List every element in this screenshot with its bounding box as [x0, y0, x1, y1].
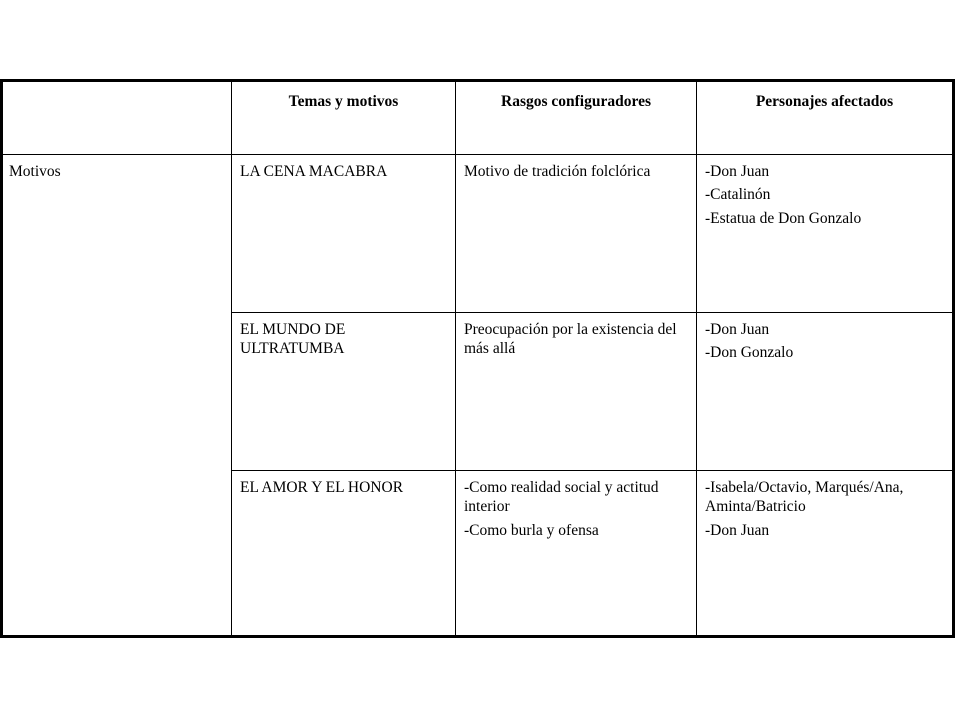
- themes-table: [0, 79, 955, 638]
- personaje-line: -Catalinón: [705, 186, 771, 204]
- personaje-line: -Don Juan: [705, 163, 770, 180]
- rasgos-cell: [456, 471, 697, 637]
- rasgo-line: Motivo de tradición folclórica: [464, 163, 651, 180]
- row-group-label: Motivos: [2, 155, 232, 637]
- rasgo-line: -Como realidad social y actitud interior: [464, 479, 659, 516]
- tema-cell: LA CENA MACABRA: [232, 155, 456, 313]
- personaje-line: -Don Juan: [705, 321, 770, 338]
- header-empty-cell: [2, 81, 232, 155]
- personaje-line: -Isabela/Octavio, Marqués/Ana, Aminta/Batricio: [705, 479, 904, 516]
- rasgo-line: -Como burla y ofensa: [464, 521, 599, 539]
- header-rasgos-configuradores: Rasgos configuradores: [456, 81, 697, 155]
- personaje-line: -Don Gonzalo: [705, 344, 794, 362]
- personajes-cell: [697, 471, 954, 637]
- table-row: [2, 155, 954, 313]
- personaje-line: -Estatua de Don Gonzalo: [705, 209, 862, 227]
- header-temas-y-motivos: Temas y motivos: [232, 81, 456, 155]
- rasgo-line: Preocupación por la existencia del más allá: [464, 321, 677, 358]
- personaje-line: -Don Juan: [705, 521, 770, 539]
- tema-cell: EL AMOR Y EL HONOR: [232, 471, 456, 637]
- header-personajes-afectados: Personajes afectados: [697, 81, 954, 155]
- personajes-cell: [697, 313, 954, 471]
- rasgos-cell: [456, 313, 697, 471]
- table-header-row: [2, 81, 954, 155]
- rasgos-cell: [456, 155, 697, 313]
- tema-cell: EL MUNDO DE ULTRATUMBA: [232, 313, 456, 471]
- personajes-cell: [697, 155, 954, 313]
